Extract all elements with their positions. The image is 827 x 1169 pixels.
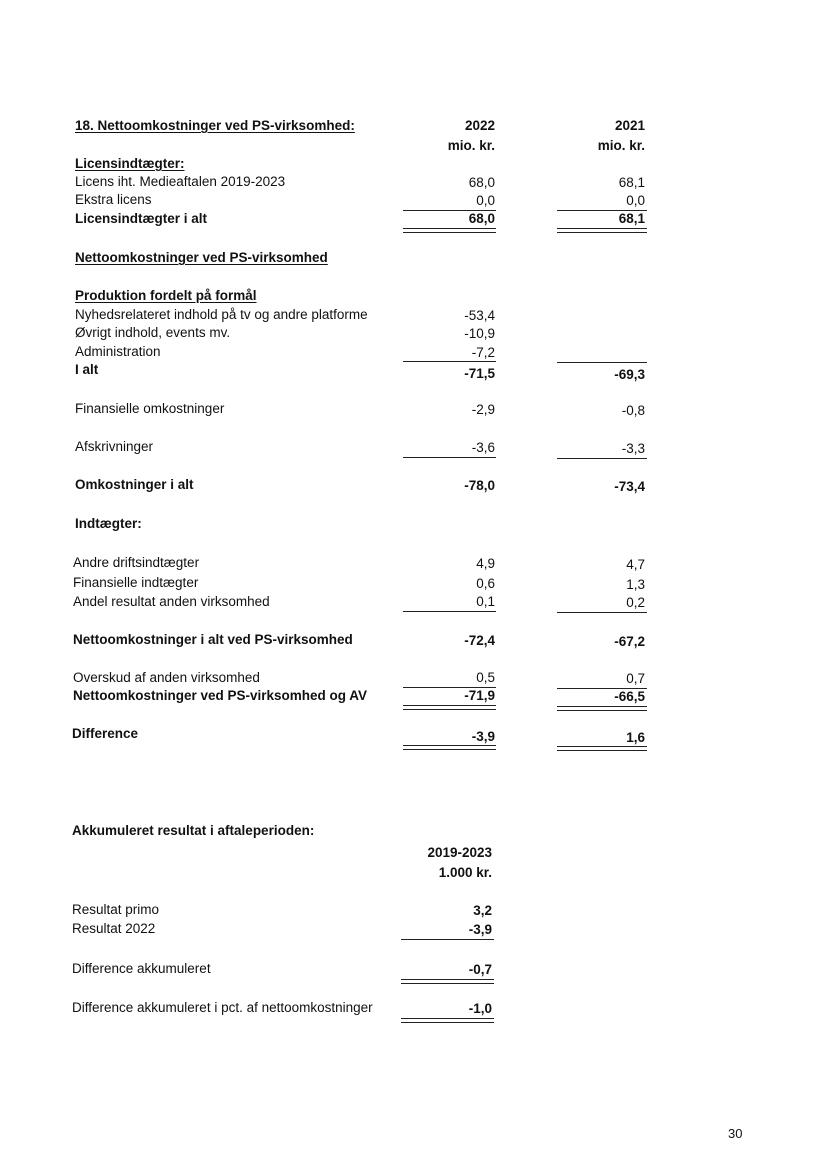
col-2022-unit: mio. kr.: [447, 138, 495, 153]
row-label: Overskud af anden virksomhed: [73, 670, 260, 685]
row-label: Licens iht. Medieaftalen 2019-2023: [75, 174, 286, 189]
subtotal-rule: [403, 611, 496, 612]
diff-pct-label: Difference akkumuleret i pct. af nettoomkostninger: [72, 1000, 373, 1015]
row-value-2021: 0,0: [626, 193, 645, 208]
subtotal-rule: [557, 362, 647, 363]
row-label: Øvrigt indhold, events mv.: [75, 325, 231, 340]
row-value: -3,9: [468, 922, 492, 937]
difference-2021: 1,6: [626, 730, 645, 745]
row-label: Nyhedsrelateret indhold på tv og andre platforme: [75, 307, 368, 322]
licens-total-2022: 68,0: [468, 211, 495, 226]
omk-total-2021: -73,4: [614, 479, 645, 494]
omk-total-label: Omkostninger i alt: [75, 477, 194, 492]
difference-label: Difference: [72, 726, 139, 741]
row-value-2022: -2,9: [471, 402, 495, 417]
col-2022-year: 2022: [464, 118, 495, 133]
row-value-2022: 68,0: [468, 175, 495, 190]
section-title: 18. Nettoomkostninger ved PS-virksomhed:: [75, 118, 355, 133]
netto-total-label: Nettoomkostninger i alt ved PS-virksomhed: [73, 632, 353, 647]
row-value-2022: 4,9: [476, 556, 495, 571]
row-label: Resultat 2022: [72, 921, 156, 936]
row-value-2022: -10,9: [464, 326, 495, 341]
row-value-2021: 68,1: [618, 175, 645, 190]
row-value-2022: 0,0: [476, 193, 495, 208]
row-value-2022: -53,4: [464, 308, 495, 323]
licens-total-2021: 68,1: [618, 211, 645, 226]
row-value-2022: 0,1: [476, 594, 495, 609]
produktion-heading: Produktion fordelt på formål: [75, 288, 257, 303]
row-value-2022: 0,5: [476, 670, 495, 685]
page-number: 30: [728, 1126, 743, 1141]
diff-akk-label: Difference akkumuleret: [72, 961, 211, 976]
row-value-2021: 0,2: [626, 595, 645, 610]
diff-pct-value: -1,0: [468, 1001, 492, 1016]
subtotal-rule: [403, 457, 496, 458]
netto-heading: Nettoomkostninger ved PS-virksomhed: [75, 250, 328, 265]
subtotal-rule: [401, 939, 494, 940]
col-period: 2019-2023: [427, 845, 492, 860]
row-value-2022: -3,6: [471, 440, 495, 455]
omk-total-2022: -78,0: [464, 478, 495, 493]
produktion-total-label: I alt: [75, 362, 99, 377]
row-label: Ekstra licens: [75, 192, 152, 207]
netto-total-2022: -72,4: [464, 633, 495, 648]
netto-av-2021: -66,5: [614, 689, 645, 704]
section2-title: Akkumuleret resultat i aftaleperioden:: [72, 823, 315, 838]
row-value-2021: -3,3: [621, 441, 645, 456]
row-value-2021: -0,8: [621, 403, 645, 418]
row-label: Andre driftsindtægter: [73, 555, 200, 570]
row-label: Finansielle indtægter: [73, 575, 199, 590]
row-label: Andel resultat anden virksomhed: [73, 594, 270, 609]
licens-total-label: Licensindtægter i alt: [75, 211, 208, 226]
col-2021-unit: mio. kr.: [597, 138, 645, 153]
col-2021-year: 2021: [614, 118, 645, 133]
row-label: Afskrivninger: [75, 439, 154, 454]
total-double-rule: [557, 746, 647, 751]
total-double-rule: [403, 705, 496, 710]
netto-av-label: Nettoomkostninger ved PS-virksomhed og AV: [73, 688, 368, 703]
produktion-total-2022: -71,5: [464, 366, 495, 381]
row-label: Finansielle omkostninger: [75, 401, 225, 416]
subtotal-rule: [557, 612, 647, 613]
row-label: Administration: [75, 344, 161, 359]
row-value-2021: 0,7: [626, 671, 645, 686]
licens-heading: Licensindtægter:: [75, 156, 185, 171]
total-double-rule: [403, 228, 496, 233]
row-value-2022: 0,6: [476, 576, 495, 591]
row-value-2021: 1,3: [626, 577, 645, 592]
subtotal-rule: [403, 361, 496, 362]
produktion-total-2021: -69,3: [614, 367, 645, 382]
diff-akk-value: -0,7: [468, 962, 492, 977]
total-double-rule: [401, 979, 494, 984]
col-unit: 1.000 kr.: [438, 865, 492, 880]
row-value-2022: -7,2: [471, 345, 495, 360]
netto-total-2021: -67,2: [614, 634, 645, 649]
row-value: 3,2: [473, 903, 492, 918]
netto-av-2022: -71,9: [464, 688, 495, 703]
total-double-rule: [557, 706, 647, 711]
row-value-2021: 4,7: [626, 557, 645, 572]
difference-2022: -3,9: [471, 729, 495, 744]
total-double-rule: [401, 1018, 494, 1023]
indtaegter-heading: Indtægter:: [75, 516, 142, 531]
total-double-rule: [557, 228, 647, 233]
subtotal-rule: [557, 458, 647, 459]
row-label: Resultat primo: [72, 902, 160, 917]
total-double-rule: [403, 745, 496, 750]
